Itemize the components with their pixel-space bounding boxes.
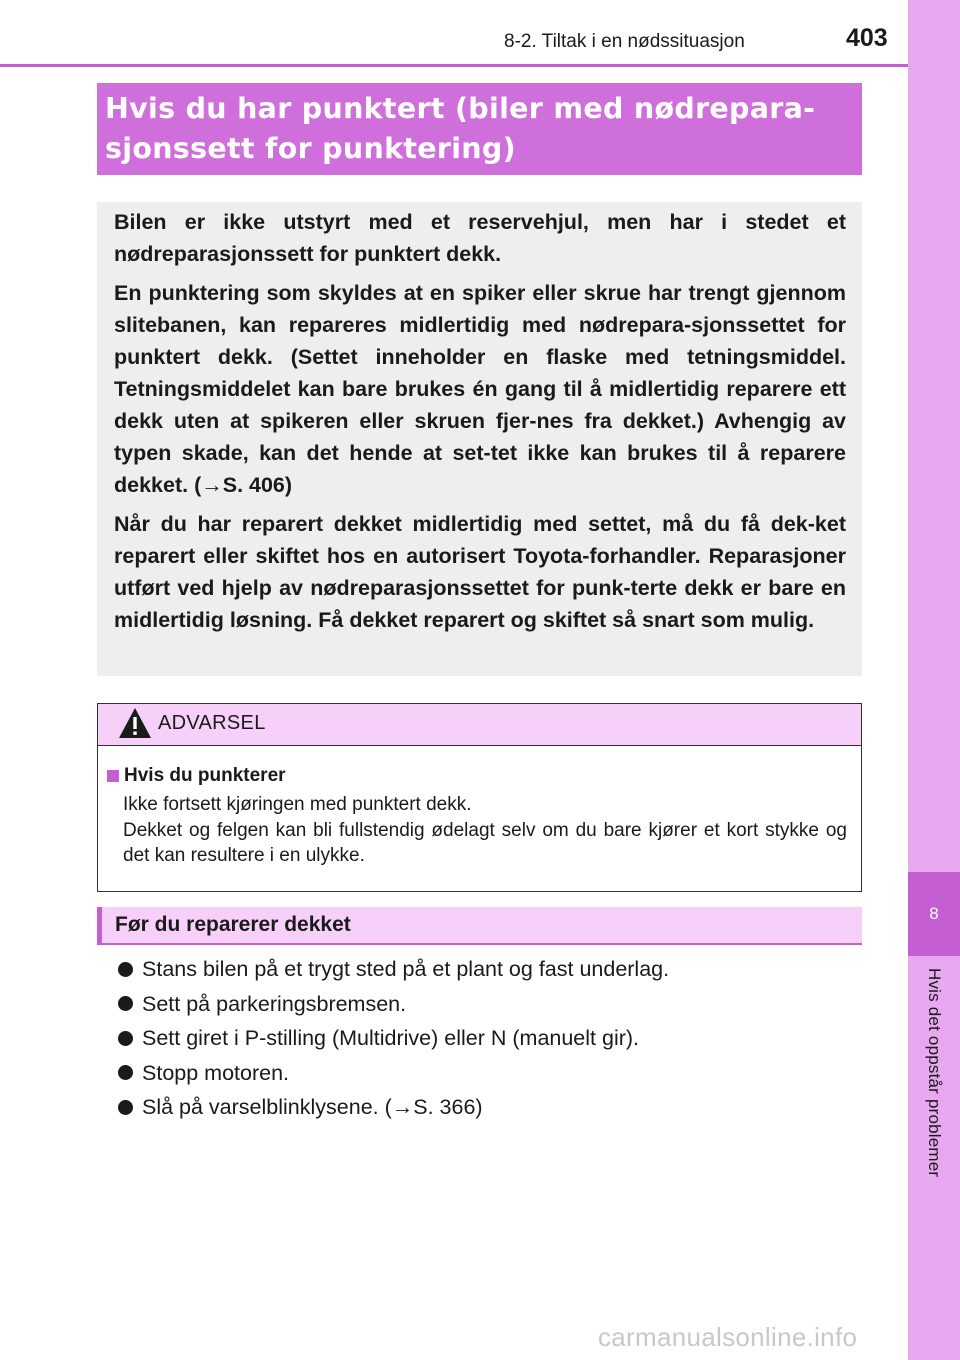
square-bullet-icon — [107, 770, 119, 782]
intro-paragraph-3: Når du har reparert dekket midlertidig med settet, må du få dek-ket reparert eller skiftet hos en autorisert Toyota-forhandler. Reparasjoner utført ved hjelp av nødreparasjonssettet for punk-terte dekk er bare en midlertidig løsning. Få dekket reparert og skiftet så snart som mulig. — [114, 512, 846, 632]
list-item — [118, 987, 858, 1022]
page-title-bar — [97, 83, 862, 175]
header-section-title: 8-2. Tiltak i en nødssituasjon — [504, 31, 745, 52]
warning-header — [98, 704, 861, 746]
page-title-line2: sjonssett for punktering) — [105, 132, 516, 165]
chapter-title-text: Hvis det oppstår problemer — [925, 968, 944, 1178]
warning-title: ADVARSEL — [158, 712, 266, 734]
page-title — [105, 89, 852, 169]
header-divider — [0, 64, 908, 67]
warning-text — [106, 792, 847, 869]
chapter-title — [910, 968, 958, 1218]
page-title-line1: Hvis du har punktert (biler med nødrepara- — [105, 92, 816, 125]
list-item-text: Sett giret i P-stilling (Multidrive) eller N (manuelt gir). — [142, 1026, 640, 1050]
list-item-text: Stans bilen på et trygt sted på et plant og fast underlag. — [142, 957, 670, 981]
section-heading-text: Før du reparerer dekket — [115, 913, 351, 936]
list-item — [118, 1090, 858, 1125]
warning-line-1: Ikke fortsett kjøringen med punktert dekk. — [123, 794, 472, 815]
intro-paragraph-1: Bilen er ikke utstyrt med et reservehjul, men har i stedet et nødreparasjonssett for punktert dekk. — [114, 210, 846, 266]
page-number: 403 — [846, 24, 888, 52]
bullet-dot-icon — [118, 1065, 133, 1080]
intro-paragraph-2: En punktering som skyldes at en spiker eller skrue har trengt gjennom slitebanen, kan repareres midlertidig med nødrepara-sjonssettet for punktert dekk. (Settet inneholder en flaske med tetningsmiddel. Tetningsmiddelet kan bare brukes én gang til å midlertidig reparere ett dekk uten at spikeren eller skruen fjer-nes fra dekket.) Avhengig av typen skade, kan det hende at set-tet ikke kan brukes til å reparere dekket. (→S. 406) — [114, 281, 846, 497]
step-list — [118, 952, 858, 1125]
list-item — [118, 1021, 858, 1056]
bullet-dot-icon — [118, 1100, 133, 1115]
list-item — [118, 952, 858, 987]
warning-line-2: Dekket og felgen kan bli fullstendig ødelagt selv om du bare kjører et kort stykke og det kan resultere i en ulykke. — [123, 819, 847, 866]
bullet-dot-icon — [118, 996, 133, 1011]
warning-body — [98, 746, 861, 869]
warning-subheading — [106, 764, 847, 788]
warning-subheading-text: Hvis du punkterer — [124, 765, 286, 786]
watermark: carmanualsonline.info — [598, 1322, 858, 1352]
list-item-text: Sett på parkeringsbremsen. — [142, 991, 407, 1016]
list-item — [118, 1056, 858, 1091]
list-item-text: Slå på varselblinklysene. (→S. 366) — [142, 1095, 483, 1119]
warning-triangle-icon — [118, 707, 152, 739]
warning-box — [97, 703, 862, 892]
section-heading — [97, 907, 862, 945]
bullet-dot-icon — [118, 962, 133, 977]
chapter-number: 8 — [908, 872, 960, 956]
intro-box — [97, 202, 862, 676]
list-item-text: Stopp motoren. — [142, 1060, 290, 1085]
bullet-dot-icon — [118, 1031, 133, 1046]
